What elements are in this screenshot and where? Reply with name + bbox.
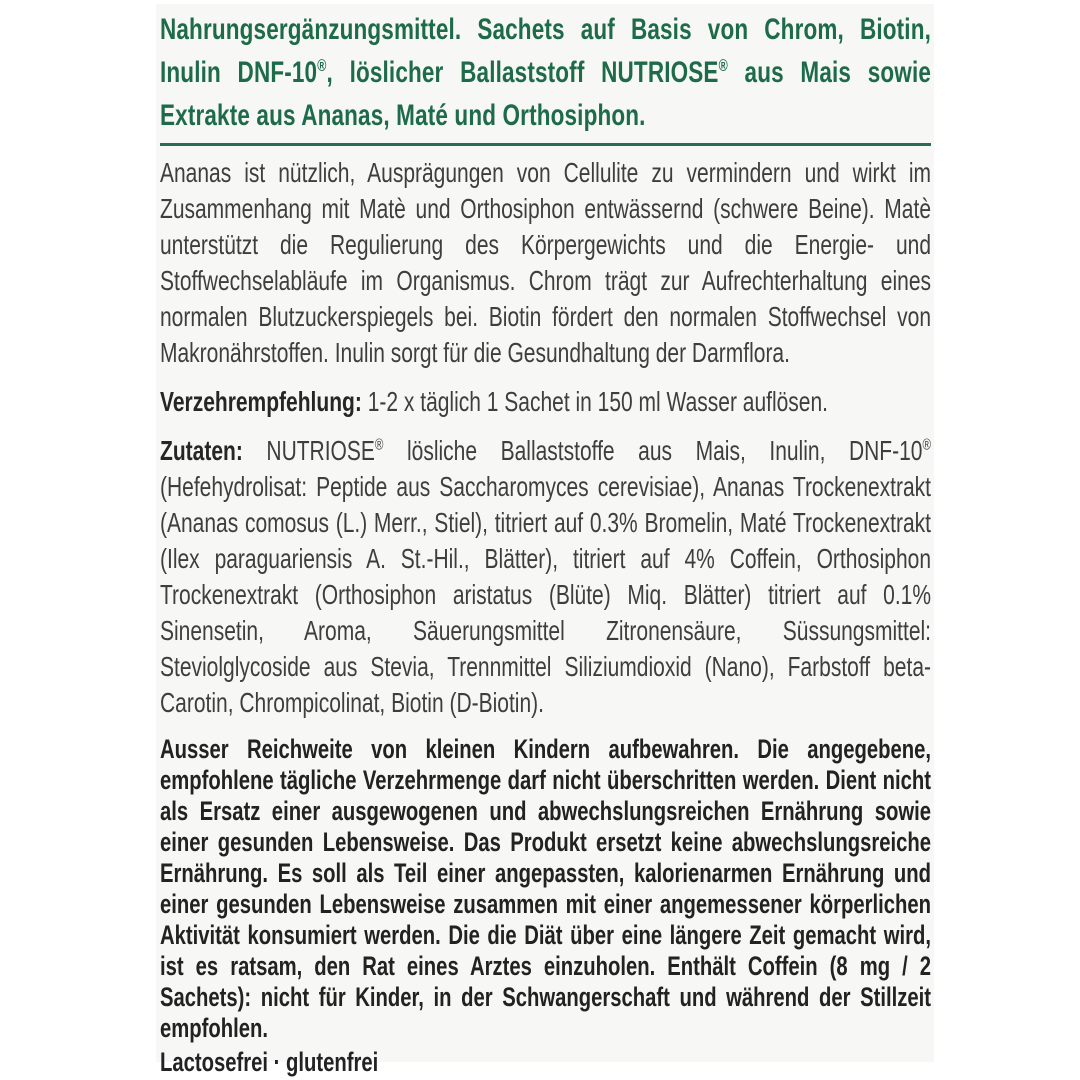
registered-trademark-symbol: ® [922, 436, 931, 454]
allergen-claims-text: Lactosefrei · glutenfrei [160, 1047, 379, 1077]
dosage-label: Verzehrempfehlung: [160, 386, 362, 417]
ingredients-text: NUTRIOSE [242, 435, 375, 466]
warning-text: Ausser Reichweite von kleinen Kindern aufbewahren. Die angegebene, empfohlene tägliche Verzehrmenge darf nicht überschritten werden. Dient nicht als Ersatz einer ausgewogenen und abwechslungsreichen Ernährung sowie einer gesunden Lebensweise. Das Produkt ersetzt keine abwechslungsreiche Ernährung. Es soll als Teil einer angepassten, kalorienarmen Ernährung und einer gesunden Lebensweise zusammen mit einer angemessener körperlichen Aktivität konsumiert werden. Die die Diät über eine längere Zeit gemacht wird, ist es ratsam, den Rat eines Arztes einzuholen. Enthält Coffein (8 mg / 2 Sachets): nicht für Kinder, in der Schwangerschaft und während der Stillzeit empfohlen. [160, 734, 931, 1043]
warning-paragraph [160, 734, 931, 1044]
product-category-heading [160, 8, 931, 137]
allergen-claims-line [160, 1046, 931, 1078]
heading-text: aus Mais sowie Extrakte aus Ananas, Maté und Orthosiphon. [160, 56, 932, 132]
registered-trademark-symbol: ® [718, 57, 728, 75]
ingredients-text: lösliche Ballaststoffe aus Mais, Inulin, DNF-10 [383, 435, 923, 466]
dosage-text: 1-2 x täglich 1 Sachet in 150 ml Wasser auflösen. [361, 386, 829, 417]
dosage-paragraph [160, 384, 931, 420]
ingredients-label: Zutaten: [160, 435, 243, 466]
benefits-paragraph [160, 155, 931, 371]
ingredients-paragraph [160, 433, 931, 721]
heading-text: , löslicher Ballaststoff NUTRIOSE [326, 56, 719, 89]
benefits-text: Ananas ist nützlich, Ausprägungen von Cellulite zu vermindern und wirkt im Zusammenhang mit Matè und Orthosiphon entwässernd (schwere Beine). Matè unterstützt die Regulierung des Körpergewichts und die Energie- und Stoffwechselabläufe im Organismus. Chrom trägt zur Aufrechterhaltung eines normalen Blutzuckerspiegels bei. Biotin fördert den normalen Stoffwechsel von Makronährstoffen. Inulin sorgt für die Gesundhaltung der Darmflora. [160, 157, 931, 368]
section-divider [160, 143, 931, 146]
label-text-content [160, 8, 931, 1078]
label-text-column [160, 8, 932, 1078]
registered-trademark-symbol: ® [317, 57, 327, 75]
heading-text: Nahrungsergänzungsmittel. Sachets auf Basis von Chrom, Biotin, Inulin DNF-10 [160, 13, 931, 89]
registered-trademark-symbol: ® [374, 436, 384, 454]
ingredients-text: (Hefehydrolisat: Peptide aus Saccharomyces cerevisiae), Ananas Trockenextrakt (Ananas comosus (L.) Merr., Stiel), titriert auf 0.3% Bromelin, Maté Trockenextrakt (Ilex paraguariensis A. St.-Hil., Blätter), titriert auf 4% Coffein, Orthosiphon Trockenextrakt (Orthosiphon aristatus (Blüte) Miq. Blätter) titriert auf 0.1% Sinensetin, Aroma, Säuerungsmittel Zitronensäure, Süssungsmittel: Steviolglycoside aus Stevia, Trennmittel Siliziumdioxid (Nano), Farbstoff beta-Carotin, Chrompicolinat, Biotin (D-Biotin). [160, 471, 931, 718]
